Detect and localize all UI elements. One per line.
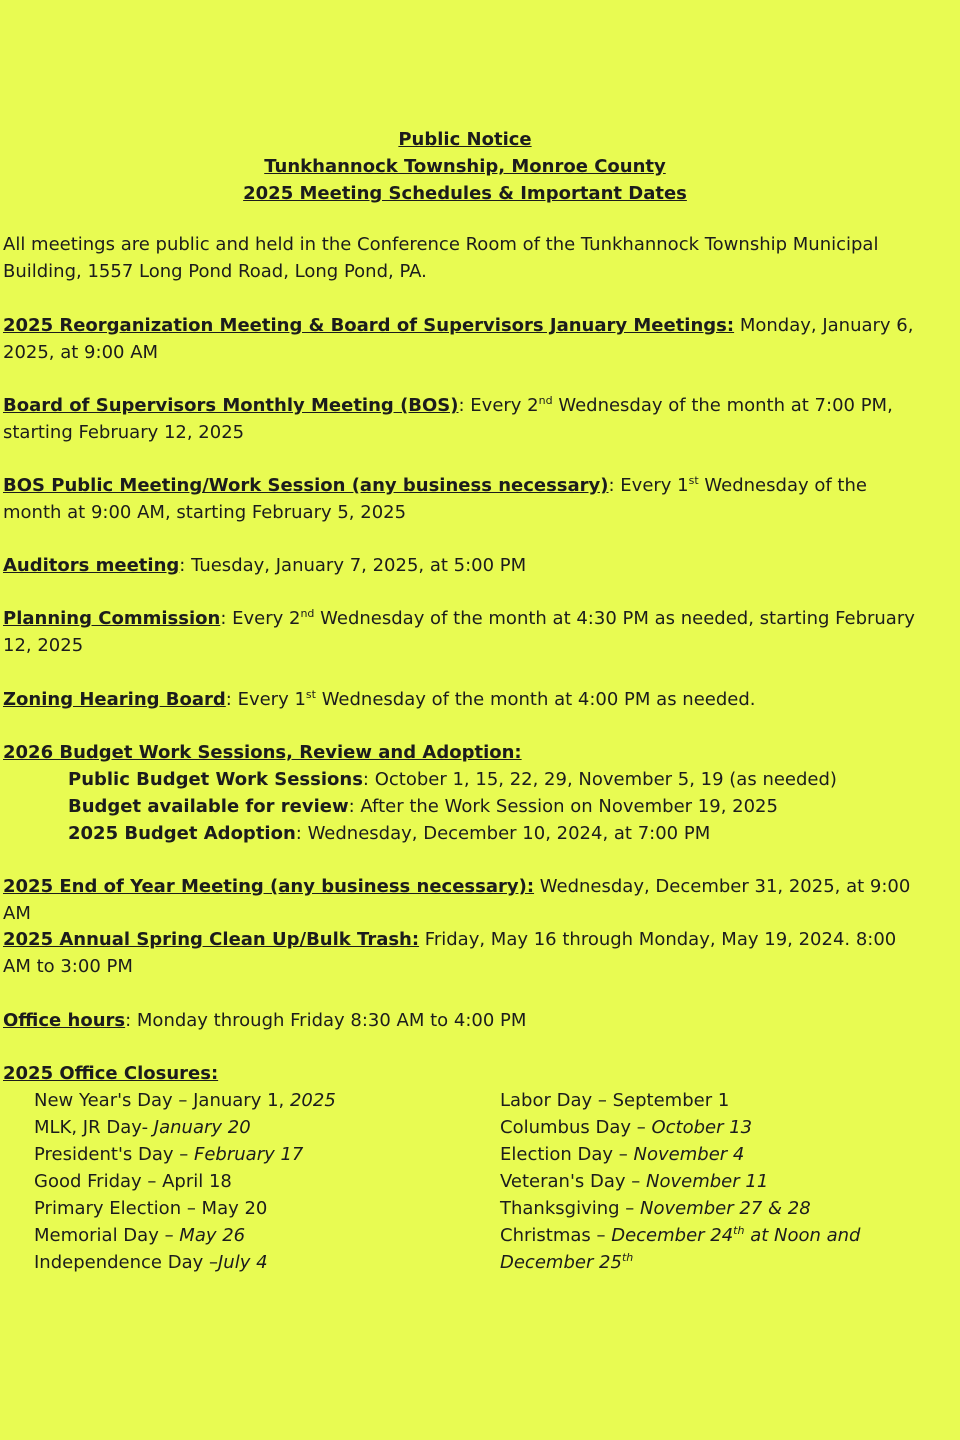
- closures-heading: [3, 1060, 923, 1087]
- list-item: [34, 1222, 474, 1249]
- closure-ordinal: th: [733, 1224, 745, 1237]
- zoning-board-text-rest: Wednesday of the month at 4:00 PM as needed.: [315, 689, 756, 710]
- list-item: [34, 1087, 474, 1114]
- closures-label: 2025 Office Closures:: [3, 1063, 219, 1084]
- planning-commission-label: Planning Commission: [3, 608, 221, 629]
- reorg-meeting-label: 2025 Reorganization Meeting & Board of Supervisors January Meetings:: [3, 315, 735, 336]
- closure-date: November 11: [646, 1171, 769, 1192]
- closure-name: President's Day –: [34, 1144, 194, 1165]
- closure-date: December 24: [611, 1225, 734, 1246]
- closure-name: Primary Election – May 20: [34, 1198, 268, 1219]
- budget-item-label: 2025 Budget Adoption: [68, 823, 296, 844]
- zoning-ordinal: st: [305, 688, 316, 701]
- closure-name: Thanksgiving –: [500, 1198, 641, 1219]
- auditors-meeting-label: Auditors meeting: [3, 555, 180, 576]
- budget-item-label: Budget available for review: [68, 796, 349, 817]
- list-item: [500, 1168, 940, 1195]
- notice-subtitle: 2025 Meeting Schedules & Important Dates: [243, 183, 687, 204]
- planning-ordinal: nd: [300, 607, 315, 620]
- closure-date-suffix: at Noon and: [744, 1225, 861, 1246]
- auditors-meeting: [3, 552, 923, 579]
- planning-commission-text-rest: Wednesday of the month at 4:30 PM as needed, starting February 12, 2025: [3, 608, 915, 656]
- list-item: [34, 1114, 474, 1141]
- planning-commission-text: : Every 2: [220, 608, 301, 629]
- list-item: [34, 1141, 474, 1168]
- list-item: [500, 1087, 940, 1114]
- notice-title: Public Notice: [398, 129, 532, 150]
- bos-meeting-text: : Every 2: [458, 395, 539, 416]
- zoning-board-label: Zoning Hearing Board: [3, 689, 226, 710]
- closure-name: New Year's Day – January 1,: [34, 1090, 290, 1111]
- closure-date: November 4: [633, 1144, 745, 1165]
- list-item-christmas: [500, 1222, 940, 1249]
- list-item: [34, 1195, 474, 1222]
- budget-item-text: : Wednesday, December 10, 2024, at 7:00 PM: [295, 823, 711, 844]
- closure-date: January 20: [153, 1117, 251, 1138]
- list-item: [500, 1114, 940, 1141]
- closure-name: Independence Day –: [34, 1252, 218, 1273]
- end-of-year-text: Wednesday, December 31, 2025, at 9:00 AM: [3, 876, 911, 924]
- closures-right-column: [500, 1087, 940, 1276]
- list-item: [34, 1249, 474, 1276]
- bos-meeting: [3, 392, 923, 446]
- closure-name: Veteran's Day –: [500, 1171, 646, 1192]
- end-of-year-meeting: [3, 873, 923, 927]
- end-of-year-label: 2025 End of Year Meeting (any business necessary):: [3, 876, 535, 897]
- work-session-text: : Every 1: [608, 475, 689, 496]
- notice-township: Tunkhannock Township, Monroe County: [264, 156, 666, 177]
- spring-cleanup-label: 2025 Annual Spring Clean Up/Bulk Trash:: [3, 929, 420, 950]
- closure-name: Election Day –: [500, 1144, 634, 1165]
- work-session-ordinal: st: [688, 474, 699, 487]
- closure-date: December 25: [500, 1252, 622, 1273]
- budget-section-heading: [3, 739, 923, 766]
- closure-date: 2025: [289, 1090, 336, 1111]
- budget-item-text: : After the Work Session on November 19, 2025: [348, 796, 778, 817]
- closure-name: MLK, JR Day-: [34, 1117, 154, 1138]
- spring-cleanup: [3, 926, 923, 980]
- work-session-text-rest: Wednesday of the month at 9:00 AM, starting February 5, 2025: [3, 475, 867, 523]
- work-session-label: BOS Public Meeting/Work Session (any business necessary): [3, 475, 609, 496]
- list-item: [34, 1168, 474, 1195]
- budget-label: 2026 Budget Work Sessions, Review and Adoption:: [3, 742, 522, 763]
- closure-name: Christmas –: [500, 1225, 612, 1246]
- closure-date: July 4: [218, 1252, 268, 1273]
- zoning-hearing-board: [3, 686, 923, 713]
- reorg-meeting: [3, 312, 923, 366]
- intro-paragraph: All meetings are public and held in the Conference Room of the Tunkhannock Township Municipal Building, 1557 Long Pond Road, Long Pond, PA.: [3, 234, 879, 282]
- budget-item-review: [68, 793, 928, 820]
- spring-cleanup-text: Friday, May 16 through Monday, May 19, 2024. 8:00 AM to 3:00 PM: [3, 929, 897, 977]
- bos-meeting-label: Board of Supervisors Monthly Meeting (BOS): [3, 395, 459, 416]
- zoning-board-text: : Every 1: [225, 689, 306, 710]
- reorg-meeting-text: Monday, January 6, 2025, at 9:00 AM: [3, 315, 914, 363]
- closure-ordinal: th: [621, 1251, 634, 1264]
- planning-commission: [3, 605, 923, 659]
- closure-name: Good Friday – April 18: [34, 1171, 232, 1192]
- notice-header: [0, 126, 930, 207]
- closures-left-column: [34, 1087, 474, 1276]
- bos-meeting-text-rest: Wednesday of the month at 7:00 PM, starting February 12, 2025: [3, 395, 893, 443]
- budget-item-text: : October 1, 15, 22, 29, November 5, 19 (as needed): [362, 769, 837, 790]
- bos-ordinal: nd: [538, 394, 553, 407]
- office-hours-label: Office hours: [3, 1010, 126, 1031]
- work-session: [3, 472, 923, 526]
- closure-date: February 17: [194, 1144, 304, 1165]
- list-item: [500, 1141, 940, 1168]
- closure-date: May 26: [179, 1225, 246, 1246]
- budget-item-label: Public Budget Work Sessions: [68, 769, 363, 790]
- office-hours: [3, 1007, 923, 1034]
- budget-item-adoption: [68, 820, 928, 847]
- list-item: [500, 1195, 940, 1222]
- list-item-christmas-cont: [500, 1249, 940, 1276]
- auditors-meeting-text: : Tuesday, January 7, 2025, at 5:00 PM: [179, 555, 527, 576]
- closure-name: Memorial Day –: [34, 1225, 180, 1246]
- office-hours-text: : Monday through Friday 8:30 AM to 4:00 PM: [125, 1010, 527, 1031]
- closure-name: Columbus Day –: [500, 1117, 652, 1138]
- budget-item-work-sessions: [68, 766, 928, 793]
- closure-date: October 13: [651, 1117, 753, 1138]
- closure-name: Labor Day – September 1: [500, 1090, 730, 1111]
- closure-date: November 27 & 28: [640, 1198, 811, 1219]
